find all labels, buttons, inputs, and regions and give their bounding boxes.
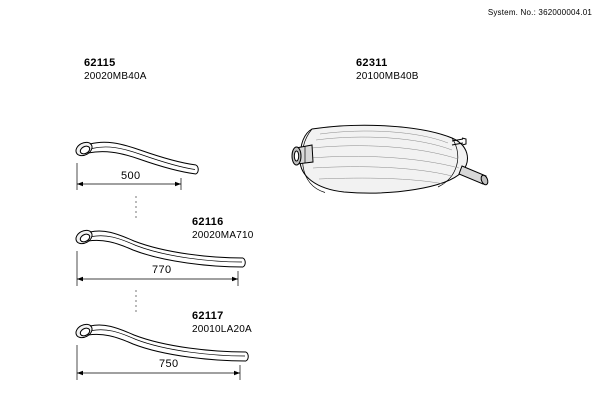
muffler-62311 <box>292 125 489 193</box>
part-code: 62311 <box>356 57 388 69</box>
system-number: System. No.: 362000004.01 <box>487 8 592 17</box>
pipe-62115 <box>74 140 199 190</box>
part-reference: 20020MA710 <box>192 230 254 241</box>
part-code: 62116 <box>192 216 224 228</box>
part-code: 62117 <box>192 310 224 322</box>
pipe-62117 <box>74 322 249 380</box>
dimension-value-770: 770 <box>152 264 172 276</box>
pipe-62116 <box>74 228 246 286</box>
part-reference: 20100MB40B <box>356 71 419 82</box>
dimension-value-750: 750 <box>159 358 179 370</box>
part-reference: 20010LA20A <box>192 324 252 335</box>
part-reference: 20020MB40A <box>84 71 147 82</box>
part-code: 62115 <box>84 57 116 69</box>
dimension-value-500: 500 <box>121 170 141 182</box>
